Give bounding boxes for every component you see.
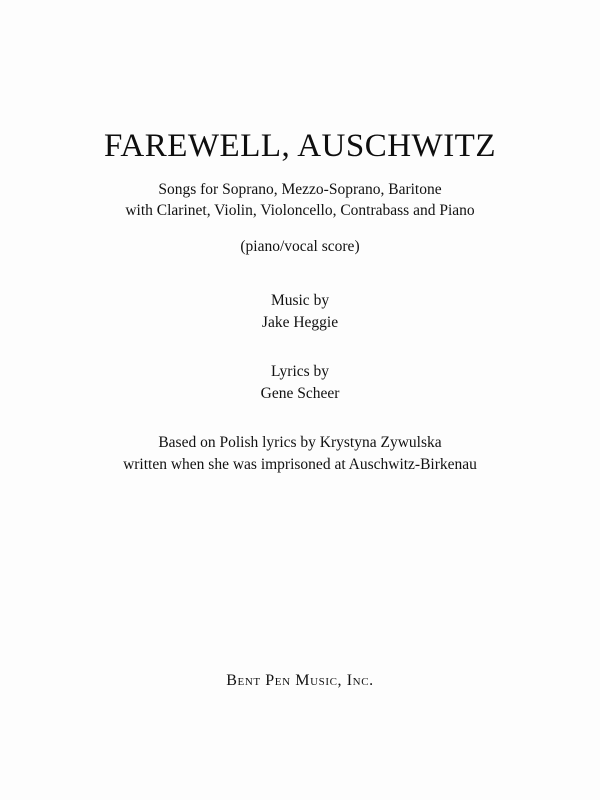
credit-lyrics-role: Lyrics by	[270, 362, 330, 380]
score-type: (piano/vocal score)	[240, 237, 360, 255]
source-note	[0, 432, 600, 476]
title-page-content	[0, 128, 600, 476]
source-note-line-1: Based on Polish lyrics by Krystyna Zywulska	[158, 433, 442, 451]
subtitle	[0, 179, 600, 222]
page-title: FAREWELL, AUSCHWITZ	[103, 128, 496, 164]
credit-music	[0, 290, 600, 334]
publisher-name: Bent Pen Music, Inc.	[226, 672, 374, 689]
subtitle-line-2: with Clarinet, Violin, Violoncello, Contrabass and Piano	[125, 202, 475, 220]
credit-music-role: Music by	[270, 291, 330, 309]
credit-music-name: Jake Heggie	[261, 313, 339, 331]
credit-lyrics	[0, 361, 600, 405]
subtitle-line-1: Songs for Soprano, Mezzo-Soprano, Baritone	[158, 180, 442, 198]
source-note-line-2: written when she was imprisoned at Auschwitz-Birkenau	[123, 455, 477, 473]
credit-lyrics-name: Gene Scheer	[260, 384, 340, 402]
